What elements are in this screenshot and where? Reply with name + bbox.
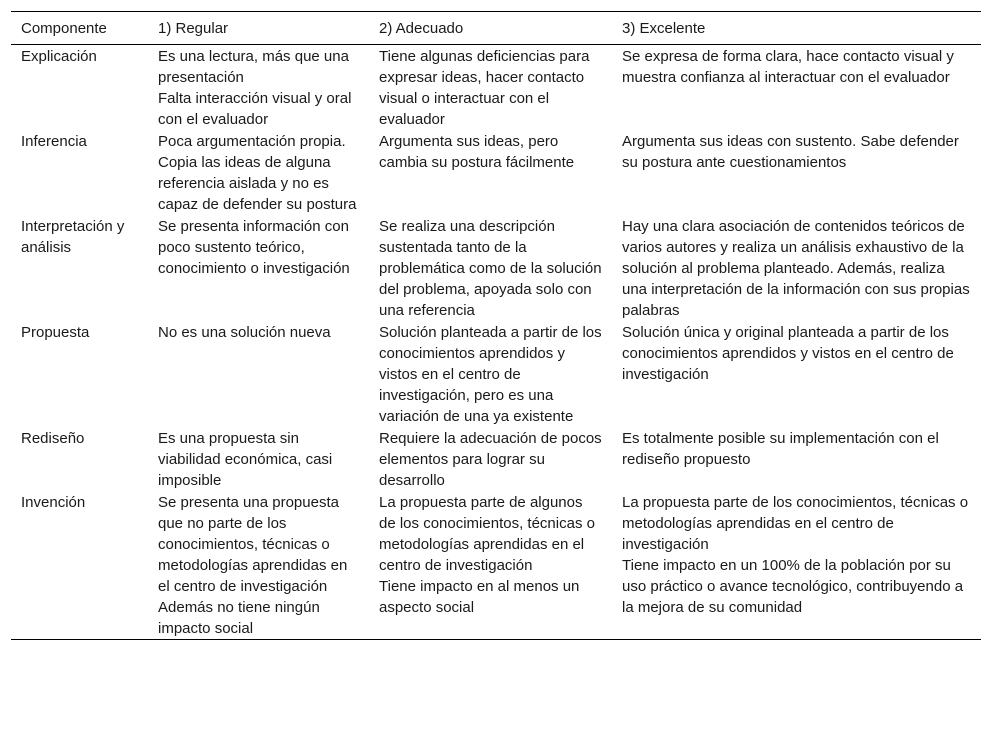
cell-regular: Se presenta información con poco sustento teórico, conocimiento o investigación [158,218,350,277]
cell-excelente: Se expresa de forma clara, hace contacto visual y muestra confianza al interactuar con el evaluador [622,48,954,86]
table-row [11,45,981,131]
cell-component: Inferencia [21,133,87,150]
cell-adecuado: Tiene algunas deficiencias para expresar ideas, hacer contacto visual o interactuar con el evaluador [379,48,590,128]
cell-excelente: Solución única y original planteada a partir de los conocimientos aprendidos y vistos en el centro de investigación [622,324,954,383]
cell-regular: Es una lectura, más que una presentación Falta interacción visual y oral con el evaluador [158,48,352,128]
cell-regular: Poca argumentación propia. Copia las ideas de alguna referencia aislada y no es capaz de defender su postura [158,133,357,213]
cell-component: Interpretación y análisis [21,218,125,256]
cell-adecuado: La propuesta parte de algunos de los conocimientos, técnicas o metodologías aprendidas en el centro de investigación Tiene impacto en al menos un aspecto social [369,491,612,640]
cell-adecuado: Requiere la adecuación de pocos elementos para lograr su desarrollo [379,430,602,489]
cell-regular: No es una solución nueva [158,324,331,341]
header-componente: Componente [11,12,148,45]
table-row [11,215,981,321]
cell-excelente: Argumenta sus ideas con sustento. Sabe defender su postura ante cuestionamientos [622,133,959,171]
cell-excelente: La propuesta parte de los conocimientos, técnicas o metodologías aprendidas en el centro de investigación Tiene impacto en un 100% de la población por su uso práctico o avance tecnológico, contribuyendo a la mejora de su comunidad [612,491,981,640]
cell-component: Invención [11,491,148,640]
header-excelente: 3) Excelente [612,12,981,45]
header-row [11,12,981,45]
cell-adecuado: Argumenta sus ideas, pero cambia su postura fácilmente [379,133,575,171]
table-row [11,130,981,215]
cell-adecuado: Se realiza una descripción sustentada tanto de la problemática como de la solución del problema, apoyada solo con una referencia [379,218,602,319]
table-row [11,321,981,427]
cell-excelente: Es totalmente posible su implementación con el rediseño propuesto [622,430,939,468]
cell-adecuado: Solución planteada a partir de los conocimientos aprendidos y vistos en el centro de investigación, pero es una variación de una ya existente [379,324,602,425]
cell-component: Rediseño [21,430,85,447]
header-regular: 1) Regular [148,12,369,45]
cell-component: Explicación [21,48,97,65]
cell-excelente: Hay una clara asociación de contenidos teóricos de varios autores y realiza un análisis exhaustivo de la solución al problema planteado. Además, realiza una interpretación de la información con sus propias palabras [622,218,970,319]
header-adecuado: 2) Adecuado [369,12,612,45]
cell-regular: Es una propuesta sin viabilidad económica, casi imposible [158,430,333,489]
rubric-table [11,11,981,640]
table-row [11,427,981,491]
cell-component: Propuesta [21,324,90,341]
cell-regular: Se presenta una propuesta que no parte de los conocimientos, técnicas o metodologías aprendidas en el centro de investigación Además no tiene ningún impacto social [148,491,369,640]
table-row [11,491,981,640]
